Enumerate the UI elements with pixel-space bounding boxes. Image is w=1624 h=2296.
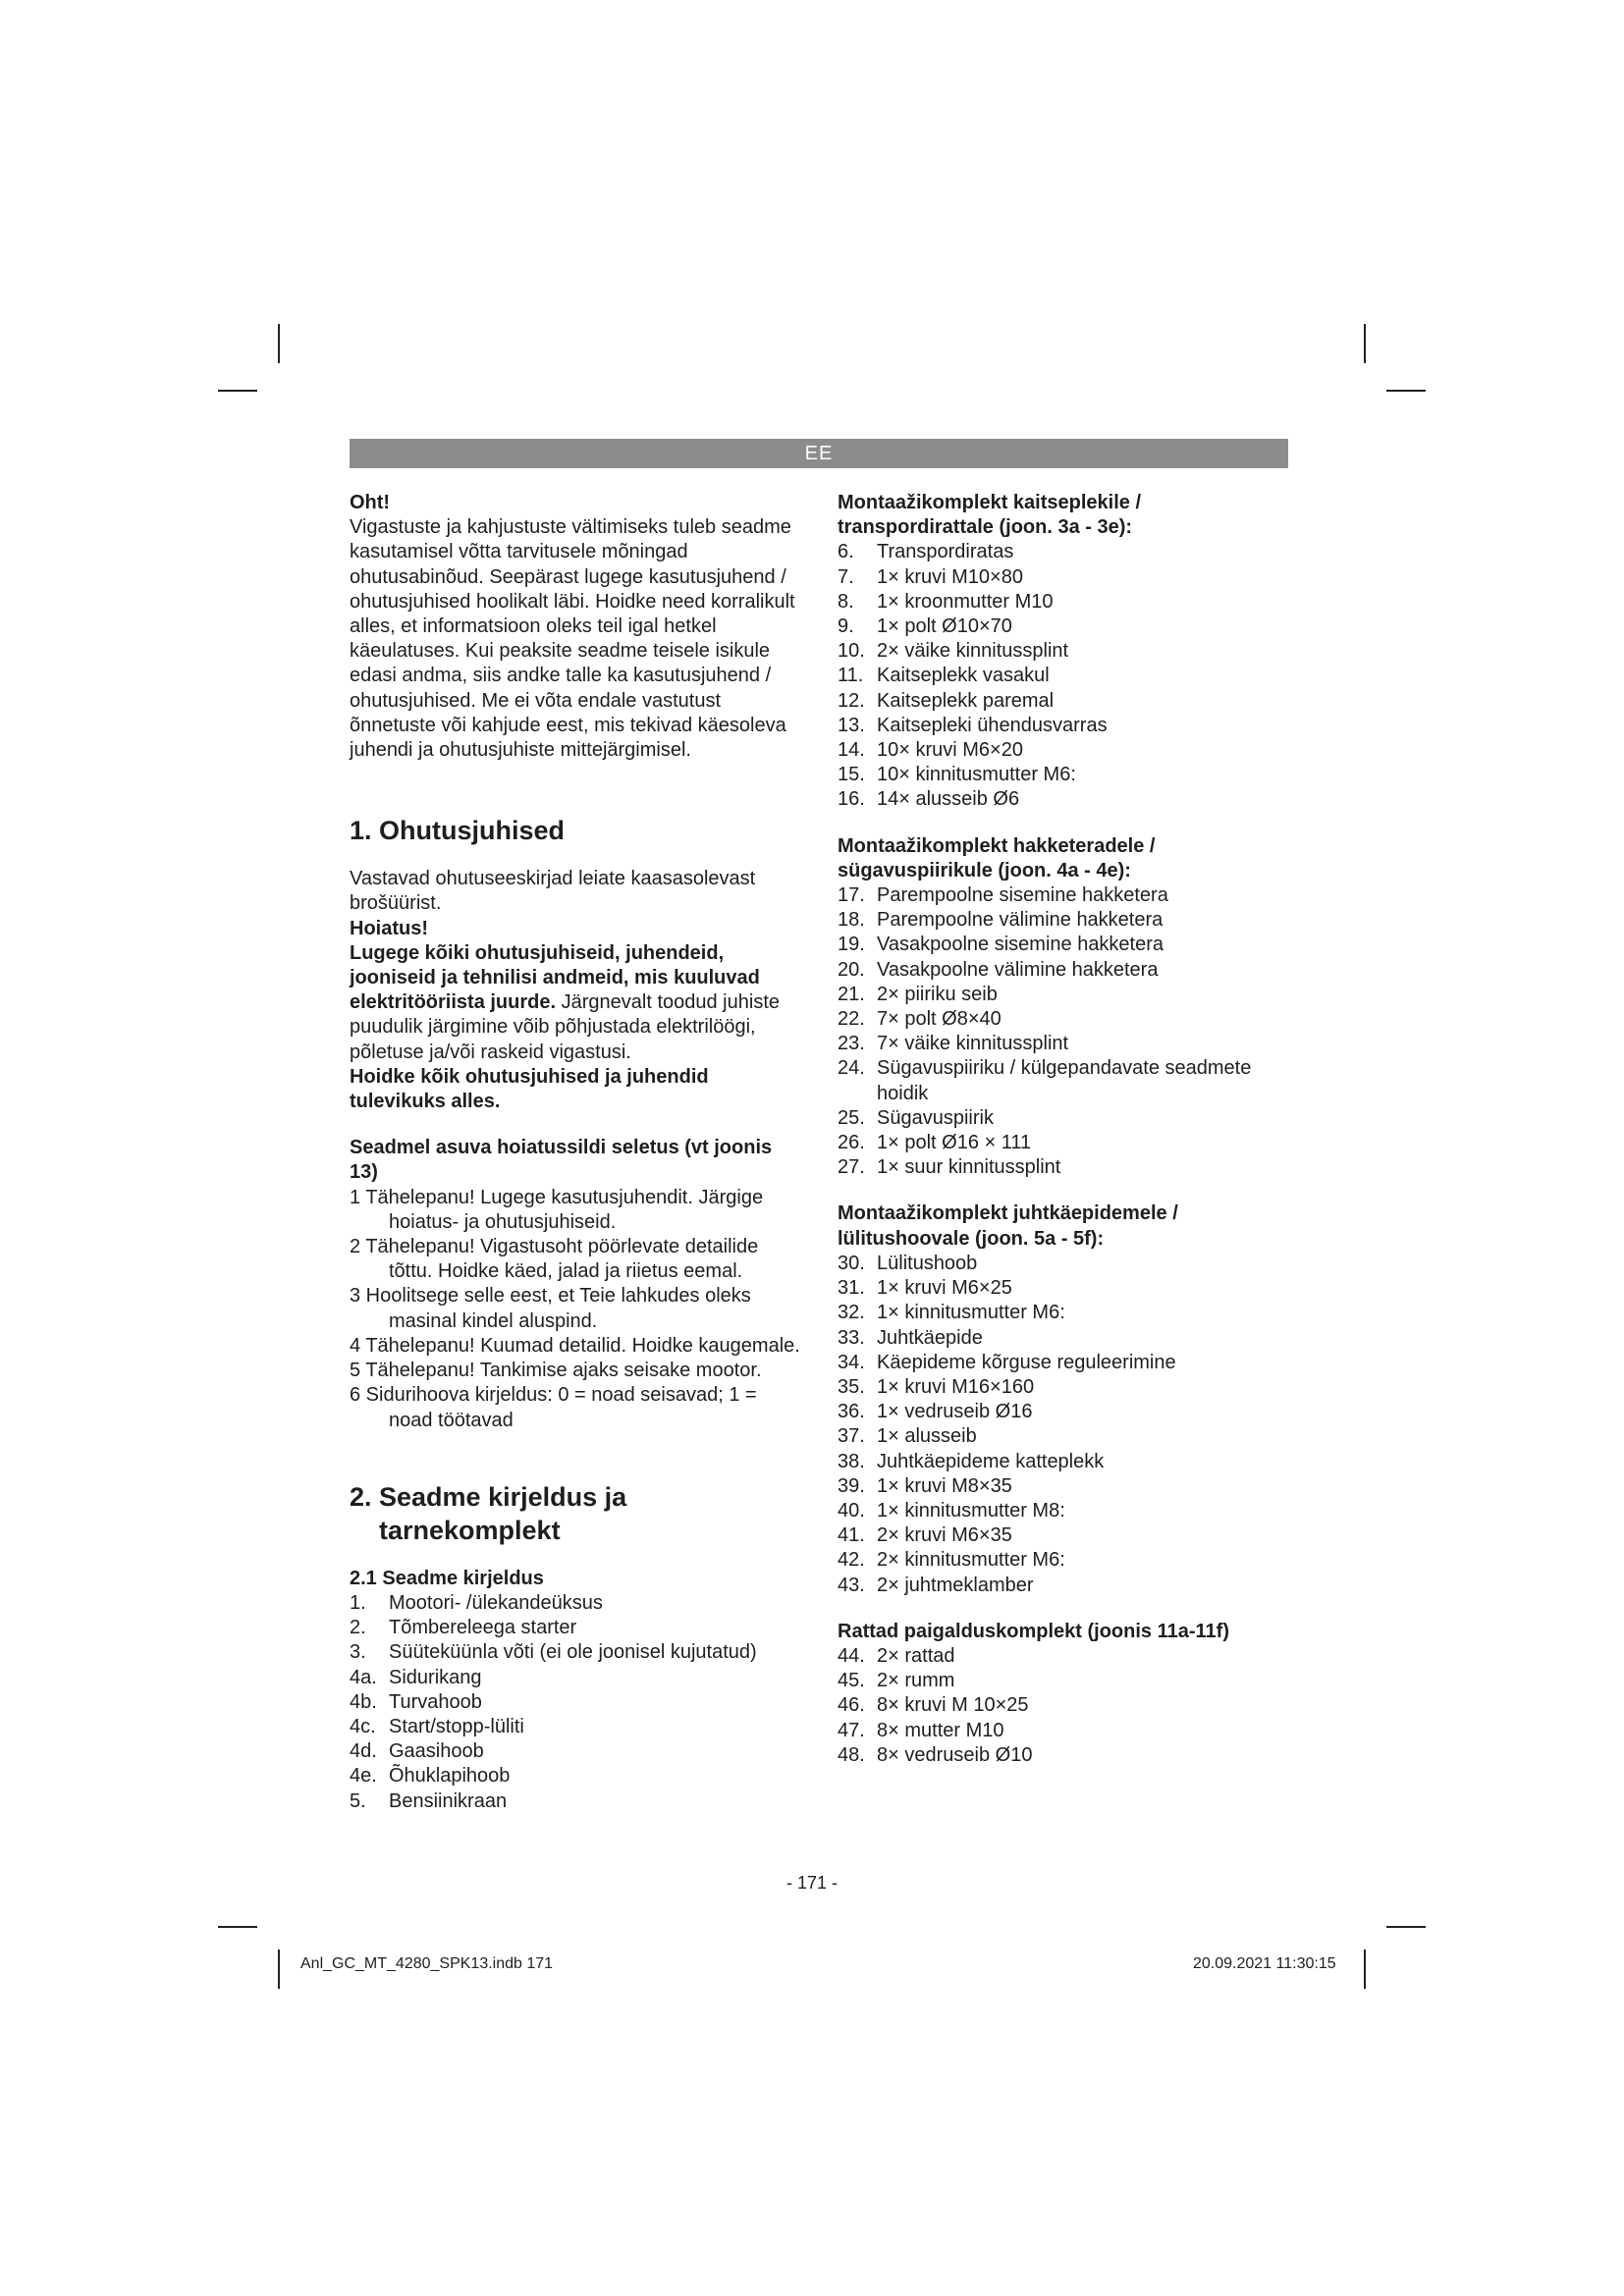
item-number: 23. bbox=[838, 1033, 865, 1055]
warning-sign-title: Seadmel asuva hoiatussildi seletus (vt joonis 13) bbox=[350, 1137, 773, 1184]
item-text: 1× vedruseib Ø16 bbox=[877, 1401, 1033, 1423]
item-number: 6. bbox=[838, 541, 854, 563]
item-number: 44. bbox=[838, 1644, 865, 1667]
list-item: 5 Tähelepanu! Tankimise ajaks seisake mootor. bbox=[350, 1360, 762, 1382]
list-item bbox=[838, 1326, 1289, 1351]
item-number: 46. bbox=[838, 1694, 865, 1717]
item-number: 12. bbox=[838, 689, 865, 712]
item-text: Sügavuspiiriku / külgepandavate seadmete hoidik bbox=[877, 1057, 1252, 1104]
list-item bbox=[838, 1032, 1289, 1056]
item-number: 21. bbox=[838, 983, 865, 1005]
language-code: EE bbox=[804, 443, 834, 464]
item-number: 39. bbox=[838, 1474, 865, 1497]
item-number: 20. bbox=[838, 958, 865, 981]
section-1-title: 1. Ohutusjuhised bbox=[350, 816, 566, 846]
crop-mark bbox=[1386, 1926, 1426, 1928]
list-item bbox=[838, 787, 1289, 812]
item-number: 2. bbox=[350, 1617, 366, 1639]
list-item bbox=[350, 1666, 801, 1690]
item-text: 10× kruvi M6×20 bbox=[877, 739, 1023, 762]
list-item bbox=[838, 590, 1289, 614]
crop-mark bbox=[1364, 1949, 1366, 1989]
crop-mark bbox=[278, 1949, 280, 1989]
language-header-bar bbox=[350, 439, 1288, 468]
list-item bbox=[838, 1375, 1289, 1400]
item-number: 8. bbox=[838, 590, 854, 613]
list-item bbox=[838, 1400, 1289, 1424]
item-text: 2× kruvi M6×35 bbox=[877, 1524, 1012, 1547]
item-number: 18. bbox=[838, 909, 865, 932]
item-text: Turvahoob bbox=[389, 1690, 482, 1713]
item-number: 17. bbox=[838, 884, 865, 907]
item-number: 47. bbox=[838, 1719, 865, 1741]
item-number: 10. bbox=[838, 640, 865, 663]
keep-instructions: Hoidke kõik ohutusjuhised ja juhendid tulevikuks alles. bbox=[350, 1065, 709, 1113]
item-text: Kaitsepleki ühendusvarras bbox=[877, 714, 1108, 736]
list-item bbox=[838, 1548, 1289, 1573]
footer-timestamp: 20.09.2021 11:30:15 bbox=[1193, 1955, 1336, 1972]
item-number: 14. bbox=[838, 739, 865, 762]
item-text: Start/stopp-lüliti bbox=[389, 1715, 524, 1737]
list-item bbox=[838, 1276, 1289, 1301]
danger-title: Oht! bbox=[350, 492, 391, 513]
list-item bbox=[838, 738, 1289, 763]
item-number: 19. bbox=[838, 934, 865, 956]
list-item bbox=[350, 1715, 801, 1739]
item-number: 26. bbox=[838, 1132, 865, 1154]
list-item bbox=[838, 1155, 1289, 1180]
list-item bbox=[838, 1474, 1289, 1499]
item-number: 33. bbox=[838, 1326, 865, 1349]
item-text: Juhtkäepideme katteplekk bbox=[877, 1450, 1105, 1472]
page-number: - 171 - bbox=[785, 1873, 839, 1893]
list-item bbox=[350, 1616, 801, 1640]
item-number: 22. bbox=[838, 1008, 865, 1031]
list-item bbox=[838, 639, 1289, 664]
list-item bbox=[350, 1789, 801, 1814]
item-text: Süüteküünla võti (ei ole joonisel kujutatud) bbox=[389, 1641, 757, 1664]
list-item bbox=[838, 1499, 1289, 1523]
list-item bbox=[838, 983, 1289, 1007]
kit-guard-list bbox=[838, 540, 1289, 812]
list-item bbox=[838, 1424, 1289, 1449]
list-item bbox=[838, 565, 1289, 590]
warning-sign-list bbox=[350, 1186, 801, 1433]
list-item bbox=[838, 1252, 1289, 1276]
kit-wheels-list bbox=[838, 1644, 1289, 1768]
item-number: 27. bbox=[838, 1156, 865, 1179]
item-text: Transpordiratas bbox=[877, 541, 1014, 563]
item-number: 43. bbox=[838, 1574, 865, 1596]
list-item bbox=[838, 908, 1289, 933]
safety-intro: Vastavad ohutuseeskirjad leiate kaasasolevast brošüürist. bbox=[350, 868, 756, 915]
list-item bbox=[838, 883, 1289, 908]
list-item bbox=[350, 1739, 801, 1764]
item-text: Parempoolne välimine hakketera bbox=[877, 909, 1164, 932]
list-item: 3 Hoolitsege selle eest, et Teie lahkudes oleks masinal kindel aluspind. bbox=[350, 1285, 751, 1332]
list-item bbox=[838, 1669, 1289, 1693]
item-number: 4e. bbox=[350, 1765, 377, 1788]
list-item: 2 Tähelepanu! Vigastusoht pöörlevate detailide tõttu. Hoidke käed, jalad ja riietus eemal. bbox=[350, 1236, 759, 1283]
item-text: Parempoolne sisemine hakketera bbox=[877, 884, 1168, 907]
footer-file-name: Anl_GC_MT_4280_SPK13.indb 171 bbox=[300, 1955, 554, 1972]
item-number: 38. bbox=[838, 1450, 865, 1472]
crop-mark bbox=[218, 1926, 257, 1928]
list-item: 4 Tähelepanu! Kuumad detailid. Hoidke kaugemale. bbox=[350, 1334, 800, 1357]
crop-mark bbox=[1364, 324, 1366, 363]
item-text: 2× kinnitusmutter M6: bbox=[877, 1549, 1065, 1572]
crop-mark bbox=[218, 390, 257, 392]
item-text: Bensiinikraan bbox=[389, 1789, 508, 1812]
section-2-title: 2. Seadme kirjeldus ja tarnekomplekt bbox=[350, 1481, 627, 1545]
crop-mark bbox=[1386, 390, 1426, 392]
kit-guard-title: Montaažikomplekt kaitseplekile / transpordirattale (joon. 3a - 3e): bbox=[838, 492, 1141, 539]
list-item bbox=[838, 1574, 1289, 1598]
list-item bbox=[350, 1591, 801, 1616]
item-text: 2× rattad bbox=[877, 1644, 955, 1667]
item-number: 37. bbox=[838, 1425, 865, 1448]
item-text: 1× kroonmutter M10 bbox=[877, 590, 1054, 613]
item-number: 3. bbox=[350, 1641, 366, 1664]
item-number: 13. bbox=[838, 714, 865, 736]
item-text: 2× väike kinnitussplint bbox=[877, 640, 1069, 663]
item-text: 1× kinnitusmutter M8: bbox=[877, 1499, 1065, 1522]
item-number: 4d. bbox=[350, 1740, 377, 1763]
danger-text: Vigastuste ja kahjustuste vältimiseks tuleb seadme kasutamisel võtta tarvitusele mõningad ohutusabinõud. Seepärast lugege kasutusjuhend / ohutusjuhised hoolikalt läbi. Hoidke need korralikult alles, et informatsioon oleks teil igal hetkel käeulatuses. Kui peaksite seadme teisele isikule edasi andma, siis andke talle ka kasutusjuhend / ohutusjuhised. Me ei võta endale vastutust õnnetuste või kahjude eest, mis tekivad käesoleva juhendi ja ohutusjuhiste mittejärgimisel. bbox=[350, 516, 795, 762]
item-number: 35. bbox=[838, 1375, 865, 1398]
list-item bbox=[838, 1131, 1289, 1155]
item-number: 45. bbox=[838, 1670, 865, 1692]
safety-bold-text: Lugege kõiki ohutusjuhiseid, juhendeid, jooniseid ja tehnilisi andmeid, mis kuuluvad elektritööriista juurde. bbox=[350, 941, 760, 1014]
item-number: 41. bbox=[838, 1524, 865, 1547]
item-text: Vasakpoolne välimine hakketera bbox=[877, 958, 1159, 981]
item-text: 2× piiriku seib bbox=[877, 983, 998, 1005]
list-item bbox=[838, 540, 1289, 564]
safety-paragraph bbox=[350, 941, 801, 1065]
item-text: 1× polt Ø10×70 bbox=[877, 615, 1012, 638]
item-text: Vasakpoolne sisemine hakketera bbox=[877, 934, 1164, 956]
list-item bbox=[838, 1056, 1289, 1105]
item-text: 8× mutter M10 bbox=[877, 1719, 1004, 1741]
item-number: 9. bbox=[838, 615, 854, 638]
item-text: Õhuklapihoob bbox=[389, 1765, 511, 1788]
warning-label: Hoiatus! bbox=[350, 917, 428, 939]
kit-blades-title: Montaažikomplekt hakketeradele / sügavuspiirikule (joon. 4a - 4e): bbox=[838, 834, 1156, 881]
list-item bbox=[838, 664, 1289, 688]
item-text: Juhtkäepide bbox=[877, 1326, 983, 1349]
item-text: 1× kruvi M6×25 bbox=[877, 1277, 1012, 1300]
list-item bbox=[838, 763, 1289, 787]
item-text: Gaasihoob bbox=[389, 1740, 484, 1763]
item-number: 4c. bbox=[350, 1715, 376, 1737]
item-text: 1× polt Ø16 × 111 bbox=[877, 1132, 1032, 1154]
item-number: 15. bbox=[838, 764, 865, 786]
item-text: 8× kruvi M 10×25 bbox=[877, 1694, 1029, 1717]
item-text: 1× alusseib bbox=[877, 1425, 977, 1448]
list-item bbox=[838, 614, 1289, 639]
item-text: Kaitseplekk vasakul bbox=[877, 665, 1050, 687]
item-text: 2× juhtmeklamber bbox=[877, 1574, 1034, 1596]
list-item bbox=[838, 1106, 1289, 1131]
list-item bbox=[838, 958, 1289, 983]
item-number: 4b. bbox=[350, 1690, 377, 1713]
list-item bbox=[350, 1764, 801, 1789]
item-number: 42. bbox=[838, 1549, 865, 1572]
kit-handle-title: Montaažikomplekt juhtkäepidemele / lülitushoovale (joon. 5a - 5f): bbox=[838, 1202, 1178, 1250]
item-text: 7× väike kinnitussplint bbox=[877, 1033, 1069, 1055]
item-number: 48. bbox=[838, 1743, 865, 1766]
item-number: 31. bbox=[838, 1277, 865, 1300]
item-number: 7. bbox=[838, 565, 854, 588]
device-description-list bbox=[350, 1591, 801, 1814]
item-number: 1. bbox=[350, 1591, 366, 1614]
item-text: 1× kruvi M10×80 bbox=[877, 565, 1023, 588]
item-text: 7× polt Ø8×40 bbox=[877, 1008, 1001, 1031]
safety-normal-text: Järgnevalt toodud juhiste puudulik järgimine võib põhjustada elektrilöögi, põletuse ja/või raskeid vigastusi. bbox=[350, 991, 780, 1063]
crop-mark bbox=[278, 324, 280, 363]
item-text: 1× kruvi M8×35 bbox=[877, 1474, 1012, 1497]
list-item bbox=[350, 1690, 801, 1715]
list-item bbox=[838, 714, 1289, 738]
item-text: 2× rumm bbox=[877, 1670, 955, 1692]
item-text: Kaitseplekk paremal bbox=[877, 689, 1055, 712]
item-text: 1× kinnitusmutter M6: bbox=[877, 1302, 1065, 1324]
item-number: 25. bbox=[838, 1106, 865, 1129]
item-text: 14× alusseib Ø6 bbox=[877, 788, 1020, 811]
left-column bbox=[350, 491, 801, 1814]
list-item bbox=[838, 1644, 1289, 1669]
list-item bbox=[838, 1007, 1289, 1032]
item-number: 5. bbox=[350, 1789, 366, 1812]
list-item bbox=[838, 1523, 1289, 1548]
list-item: 1 Tähelepanu! Lugege kasutusjuhendit. Järgige hoiatus- ja ohutusjuhiseid. bbox=[350, 1186, 764, 1233]
list-item bbox=[350, 1640, 801, 1665]
list-item bbox=[838, 1719, 1289, 1743]
item-number: 40. bbox=[838, 1499, 865, 1522]
list-item bbox=[838, 689, 1289, 714]
item-text: Mootori- /ülekandeüksus bbox=[389, 1591, 603, 1614]
item-number: 11. bbox=[838, 665, 864, 687]
item-text: 8× vedruseib Ø10 bbox=[877, 1743, 1033, 1766]
item-text: Lülitushoob bbox=[877, 1252, 978, 1274]
item-text: Sidurikang bbox=[389, 1666, 482, 1688]
kit-blades-list bbox=[838, 883, 1289, 1180]
list-item bbox=[838, 1693, 1289, 1718]
list-item bbox=[838, 1743, 1289, 1768]
item-number: 4a. bbox=[350, 1666, 377, 1688]
item-text: 1× suur kinnitussplint bbox=[877, 1156, 1061, 1179]
list-item bbox=[838, 1301, 1289, 1325]
list-item bbox=[838, 1450, 1289, 1474]
item-number: 24. bbox=[838, 1057, 865, 1080]
right-column bbox=[838, 491, 1289, 1768]
item-number: 30. bbox=[838, 1252, 865, 1274]
subsection-2-1-title: 2.1 Seadme kirjeldus bbox=[350, 1567, 544, 1589]
list-item bbox=[838, 1351, 1289, 1375]
item-number: 36. bbox=[838, 1401, 865, 1423]
list-item: 6 Sidurihoova kirjeldus: 0 = noad seisavad; 1 = noad töötavad bbox=[350, 1384, 757, 1431]
item-text: Käepideme kõrguse reguleerimine bbox=[877, 1351, 1176, 1373]
list-item bbox=[838, 933, 1289, 957]
item-text: 10× kinnitusmutter M6: bbox=[877, 764, 1076, 786]
item-number: 34. bbox=[838, 1351, 865, 1373]
item-text: 1× kruvi M16×160 bbox=[877, 1375, 1035, 1398]
kit-wheels-title: Rattad paigalduskomplekt (joonis 11a-11f) bbox=[838, 1620, 1229, 1642]
item-text: Sügavuspiirik bbox=[877, 1106, 994, 1129]
item-text: Tõmbereleega starter bbox=[389, 1617, 577, 1639]
item-number: 16. bbox=[838, 788, 865, 811]
kit-handle-list bbox=[838, 1252, 1289, 1598]
item-number: 32. bbox=[838, 1302, 865, 1324]
